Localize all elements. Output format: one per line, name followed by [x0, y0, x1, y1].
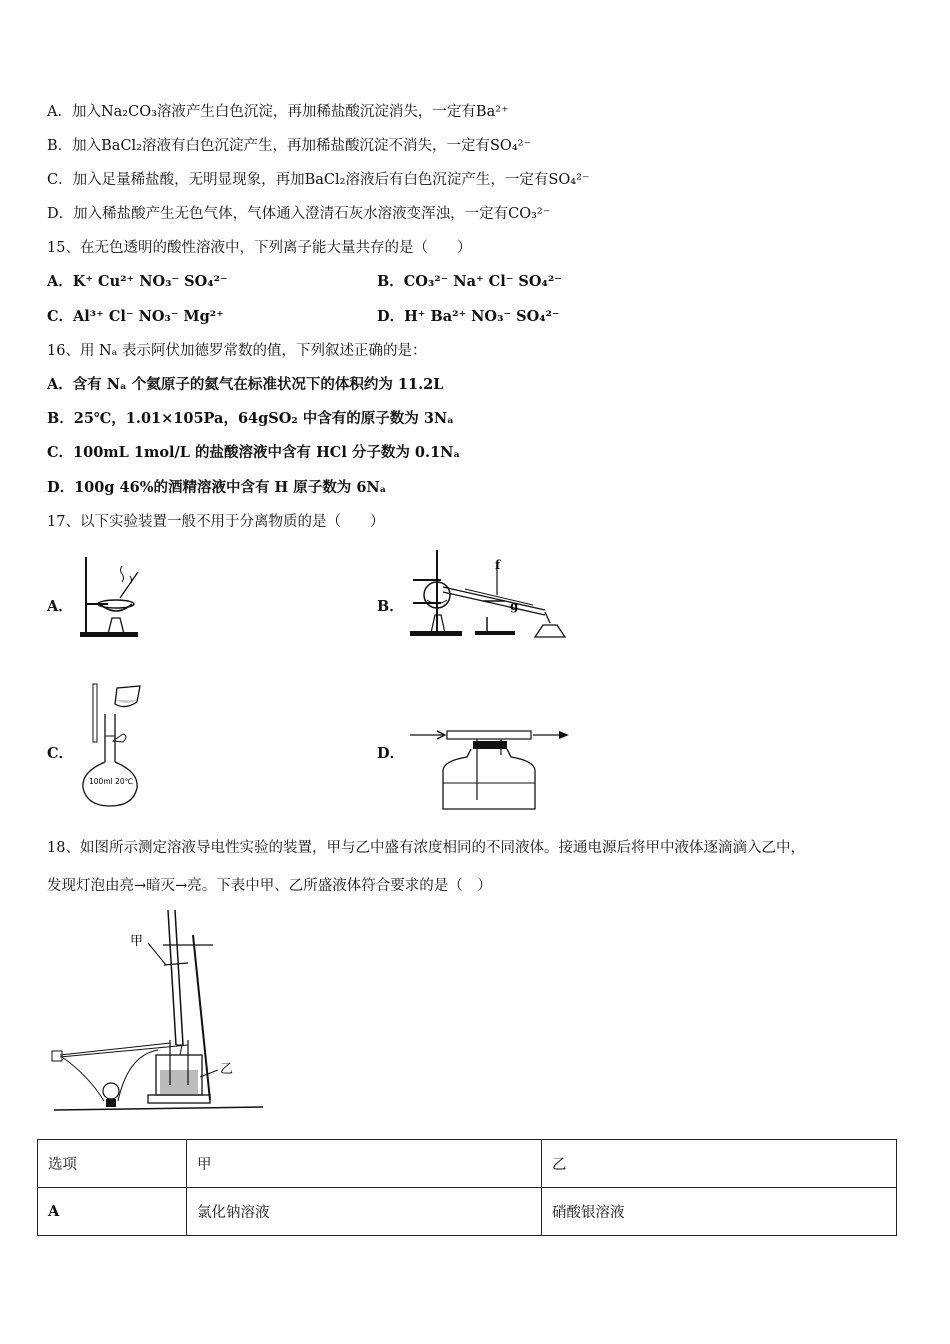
table-cell: 硝酸银溶液 — [542, 1188, 897, 1236]
q14-option-c: C．加入足量稀盐酸，无明显现象，再加BaCl₂溶液后有白色沉淀产生，一定有SO₄²⁻ — [47, 172, 590, 188]
q17-label-a: A． — [47, 598, 73, 615]
figure-label-yi: 乙 — [220, 1062, 234, 1077]
table-header-row — [38, 1140, 897, 1188]
table-cell: 氯化钠溶液 — [187, 1188, 542, 1236]
conductivity-apparatus-figure — [48, 905, 268, 1115]
q15-option-a: A．K⁺ Cu²⁺ NO₃⁻ SO₄²⁻ — [47, 273, 228, 290]
q15-stem: 15、在无色透明的酸性溶液中，下列离子能大量共存的是（ ） — [47, 240, 472, 256]
q17-label-c: C． — [47, 745, 74, 762]
table-header-cell: 选项 — [38, 1140, 187, 1188]
q18-stem-line2: 发现灯泡由亮→暗灭→亮。下表中甲、乙所盛液体符合要求的是（ ） — [47, 878, 492, 894]
figure-label-jia: 甲 — [130, 934, 144, 949]
table-header-cell: 甲 — [187, 1140, 542, 1188]
table-row — [38, 1188, 897, 1236]
volumetric-flask-figure — [75, 676, 145, 810]
q16-option-a: A．含有 Nₐ 个氦原子的氦气在标准状况下的体积约为 11.2L — [47, 376, 444, 393]
figure-label-g: g — [510, 599, 519, 613]
flask-volume-label: 100ml 20℃ — [89, 777, 134, 786]
q15-option-c: C．Al³⁺ Cl⁻ NO₃⁻ Mg²⁺ — [47, 308, 224, 325]
figure-label-f: f — [495, 558, 501, 572]
q15-option-b: B．CO₃²⁻ Na⁺ Cl⁻ SO₄²⁻ — [377, 273, 562, 290]
q15-option-d: D．H⁺ Ba²⁺ NO₃⁻ SO₄²⁻ — [377, 308, 560, 325]
washing-bottle-figure — [405, 725, 575, 815]
q17-stem: 17、以下实验装置一般不用于分离物质的是（ ） — [47, 514, 385, 530]
distillation-apparatus-figure — [405, 545, 570, 640]
q17-label-b: B． — [377, 598, 404, 615]
q16-option-b: B．25℃，1.01×105Pa，64gSO₂ 中含有的原子数为 3Nₐ — [47, 410, 454, 427]
q16-option-d: D．100g 46%的酒精溶液中含有 H 原子数为 6Nₐ — [47, 479, 387, 496]
evaporation-apparatus-figure — [78, 552, 148, 640]
q16-option-c: C．100mL 1mol/L 的盐酸溶液中含有 HCl 分子数为 0.1Nₐ — [47, 444, 461, 461]
table-cell: A — [38, 1188, 187, 1236]
table-header-cell: 乙 — [542, 1140, 897, 1188]
q18-stem-line1: 18、如图所示测定溶液导电性实验的装置，甲与乙中盛有浓度相同的不同液体。接通电源后将甲中液体逐滴滴入乙中， — [47, 840, 805, 856]
answer-table — [37, 1139, 897, 1236]
q14-option-d: D．加入稀盐酸产生无色气体，气体通入澄清石灰水溶液变浑浊，一定有CO₃²⁻ — [47, 206, 551, 222]
q16-stem: 16、用 Nₐ 表示阿伏加德罗常数的值，下列叙述正确的是： — [47, 343, 427, 359]
q14-option-b: B．加入BaCl₂溶液有白色沉淀产生，再加稀盐酸沉淀不消失，一定有SO₄²⁻ — [47, 138, 532, 154]
q14-option-a: A．加入Na₂CO₃溶液产生白色沉淀，再加稀盐酸沉淀消失，一定有Ba²⁺ — [47, 104, 509, 120]
q17-label-d: D． — [377, 745, 405, 762]
